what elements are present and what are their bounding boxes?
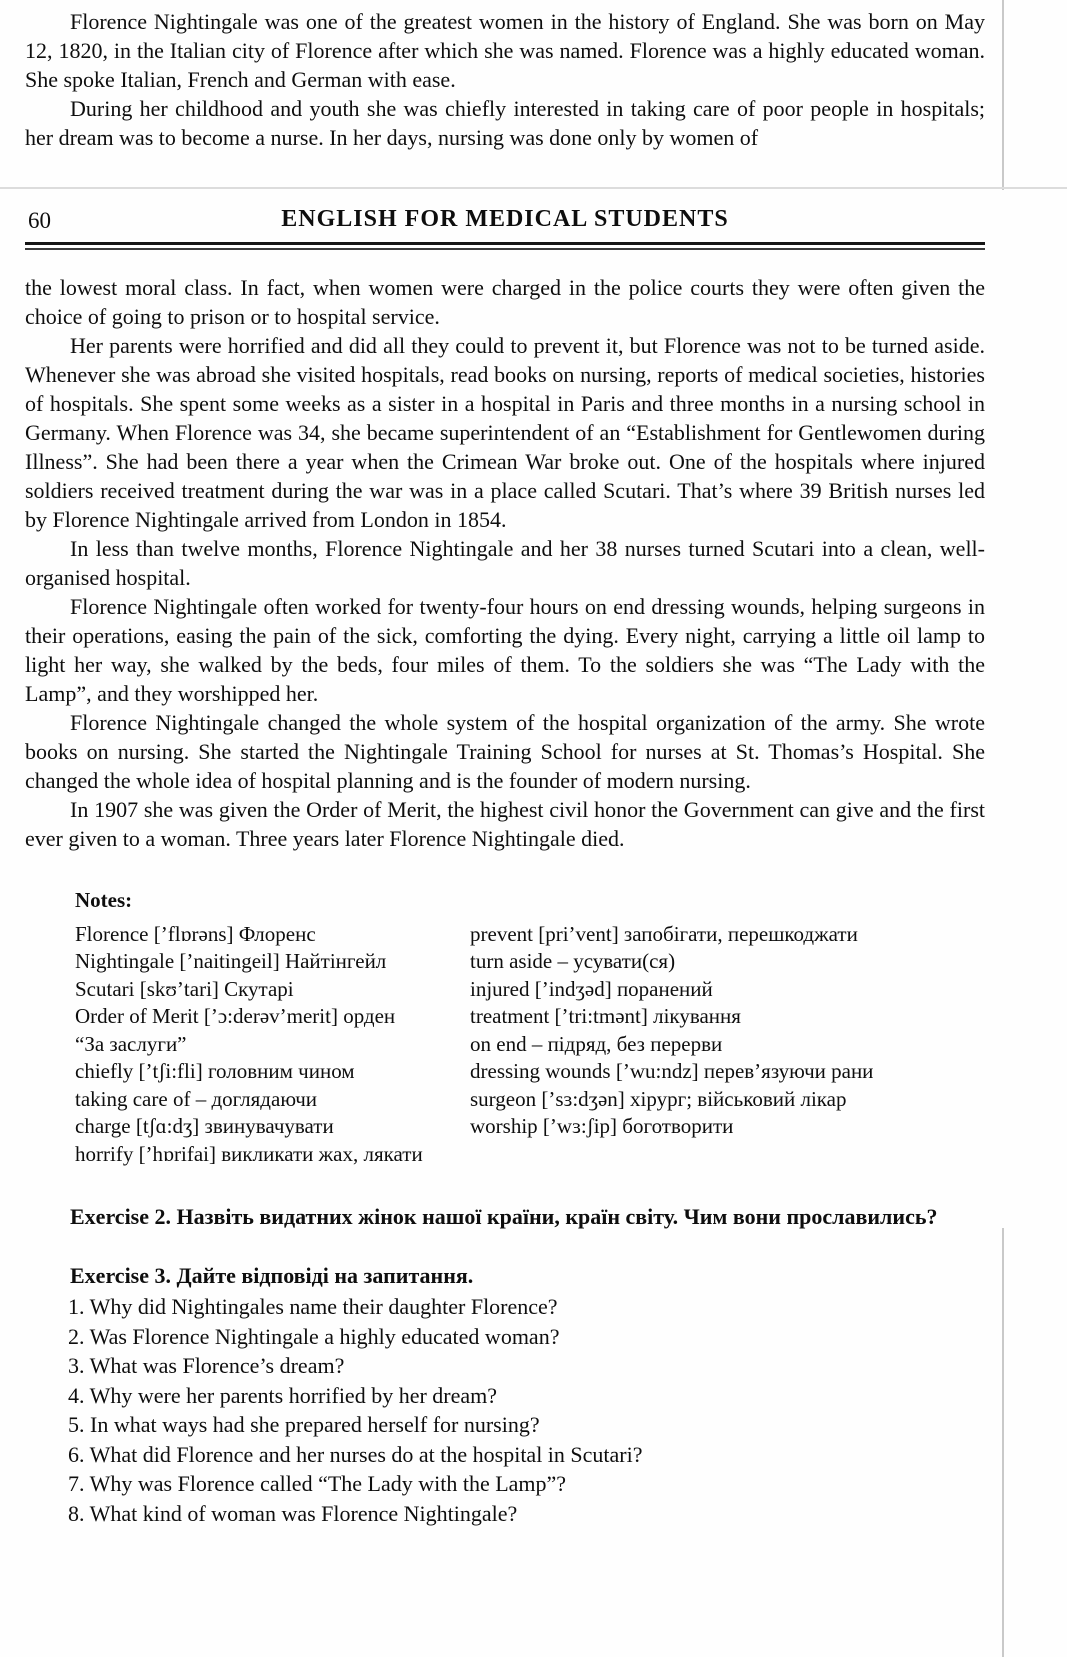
note-item: on end – підряд, без перерви [470,1031,723,1056]
note-item: Scutari [skʊʼtari] Скутарі [75,976,294,1001]
note-item: injured [ʼindʒəd] поранений [470,976,713,1001]
note-item: Florence [ʼflɒrəns] Флоренс [75,921,316,946]
paragraph: In less than twelve months, Florence Nightingale and her 38 nurses turned Scutari into a clean, well-organised hospital. [25,536,985,590]
paragraph: Florence Nightingale was one of the greatest women in the history of England. She was born on May 12, 1820, in the Italian city of Florence after which she was named. Florence was a highly educated woman. She spoke Italian, French and German with ease. [25,9,985,92]
header-rule [25,242,985,245]
page-number: 60 [28,208,51,233]
note-item: turn aside – усувати(ся) [470,949,676,973]
note-item: dressing wounds [ʼwu:ndz] перев’язуючи рани [470,1059,874,1083]
note-item: worship [ʼwɜ:ʃip] боготворити [470,1114,734,1138]
paragraph: the lowest moral class. In fact, when women were charged in the police courts they were often given the choice of going to prison or to hospital service. [25,275,985,329]
note-item: prevent [priʼvent] запобігати, перешкоджати [470,921,858,946]
page-title: ENGLISH FOR MEDICAL STUDENTS [281,206,729,232]
prev-page-fragment [25,7,985,152]
question-item: 5. In what ways had she prepared herself for nursing? [68,1412,540,1437]
question-item: 1. Why did Nightingales name their daughter Florence? [68,1294,558,1319]
note-item: chiefly [ʼtʃi:fli] головним чином [75,1059,355,1083]
notes-section [75,887,985,1168]
scan-artifact-vertical-line-bottom [1002,1228,1004,1657]
notes-columns [75,921,985,1169]
main-text [25,273,985,853]
note-item: taking care of – доглядаючи [75,1086,318,1111]
notes-column-left [75,921,470,1169]
note-item: Order of Merit [ʼɔ:derəvʼmerit] орден [75,1004,396,1028]
question-list [68,1292,985,1528]
note-item: “За заслуги” [75,1031,187,1056]
notes-label: Notes: [75,888,133,912]
note-item: surgeon [ʼsɜ:dʒən] хірург; військовий лікар [470,1086,847,1111]
question-item: 2. Was Florence Nightingale a highly educated woman? [68,1323,560,1349]
exercise-2: Exercise 2. Назвіть видатних жінок нашої країни, країн світу. Чим вони прославились? [70,1204,938,1229]
paragraph: During her childhood and youth she was chiefly interested in taking care of poor people in hospitals; her dream was to become a nurse. In her days, nursing was done only by women of [25,96,985,150]
paragraph: In 1907 she was given the Order of Merit, the highest civil honor the Government can give and the first ever given to a woman. Three years later Florence Nightingale died. [25,797,985,851]
note-item: treatment [ʼtri:tmənt] лікування [470,1004,741,1028]
note-item: charge [tʃɑ:dʒ] звинувачувати [75,1114,334,1138]
paragraph: Her parents were horrified and did all they could to prevent it, but Florence was not to be turned aside. Whenever she was abroad she visited hospitals, read books on nursing, reports of medical societies, histories of hospitals. She spent some weeks as a sister in a hospital in Paris and three months in a nursing school in Germany. When Florence was 34, she became superintendent of an “Establishment for Gentlewomen during Illness”. She had been there a year when the Crimean War broke out. One of the hospitals where injured soldiers received treatment during the war was in a place called Scutari. That’s where 39 British nurses led by Florence Nightingale arrived from London in 1854. [25,333,985,532]
question-item: 7. Why was Florence called “The Lady with the Lamp”? [68,1471,567,1496]
header-rule-secondary [25,248,985,250]
note-item: horrify [ʼhɒrifai] викликати жах, лякати [75,1141,423,1166]
paragraph: Florence Nightingale changed the whole system of the hospital organization of the army. She wrote books on nursing. She started the Nightingale Training School for nurses at St. Thomas’s Hospital. She changed the whole idea of hospital planning and is the founder of modern nursing. [25,710,985,793]
notes-column-right [470,921,985,1169]
scan-artifact-vertical-line-top [1002,0,1004,190]
question-item: 8. What kind of woman was Florence Nightingale? [68,1500,518,1526]
note-item: Nightingale [ʼnaitingeil] Найтінгейл [75,949,387,973]
scan-artifact-horizontal-line [0,187,1067,189]
question-item: 4. Why were her parents horrified by her dream? [68,1382,498,1408]
question-item: 6. What did Florence and her nurses do at the hospital in Scutari? [68,1441,643,1467]
paragraph: Florence Nightingale often worked for twenty-four hours on end dressing wounds, helping surgeons in their operations, easing the pain of the sick, comforting the dying. Every night, carrying a little oil lamp to light her way, she walked by the beds, four miles of them. To the soldiers she was “The Lady with the Lamp”, and they worshipped her. [25,594,985,706]
page-header [25,206,985,238]
question-item: 3. What was Florence’s dream? [68,1353,345,1378]
exercise-3-heading: Exercise 3. Дайте відповіді на запитання. [70,1263,474,1288]
